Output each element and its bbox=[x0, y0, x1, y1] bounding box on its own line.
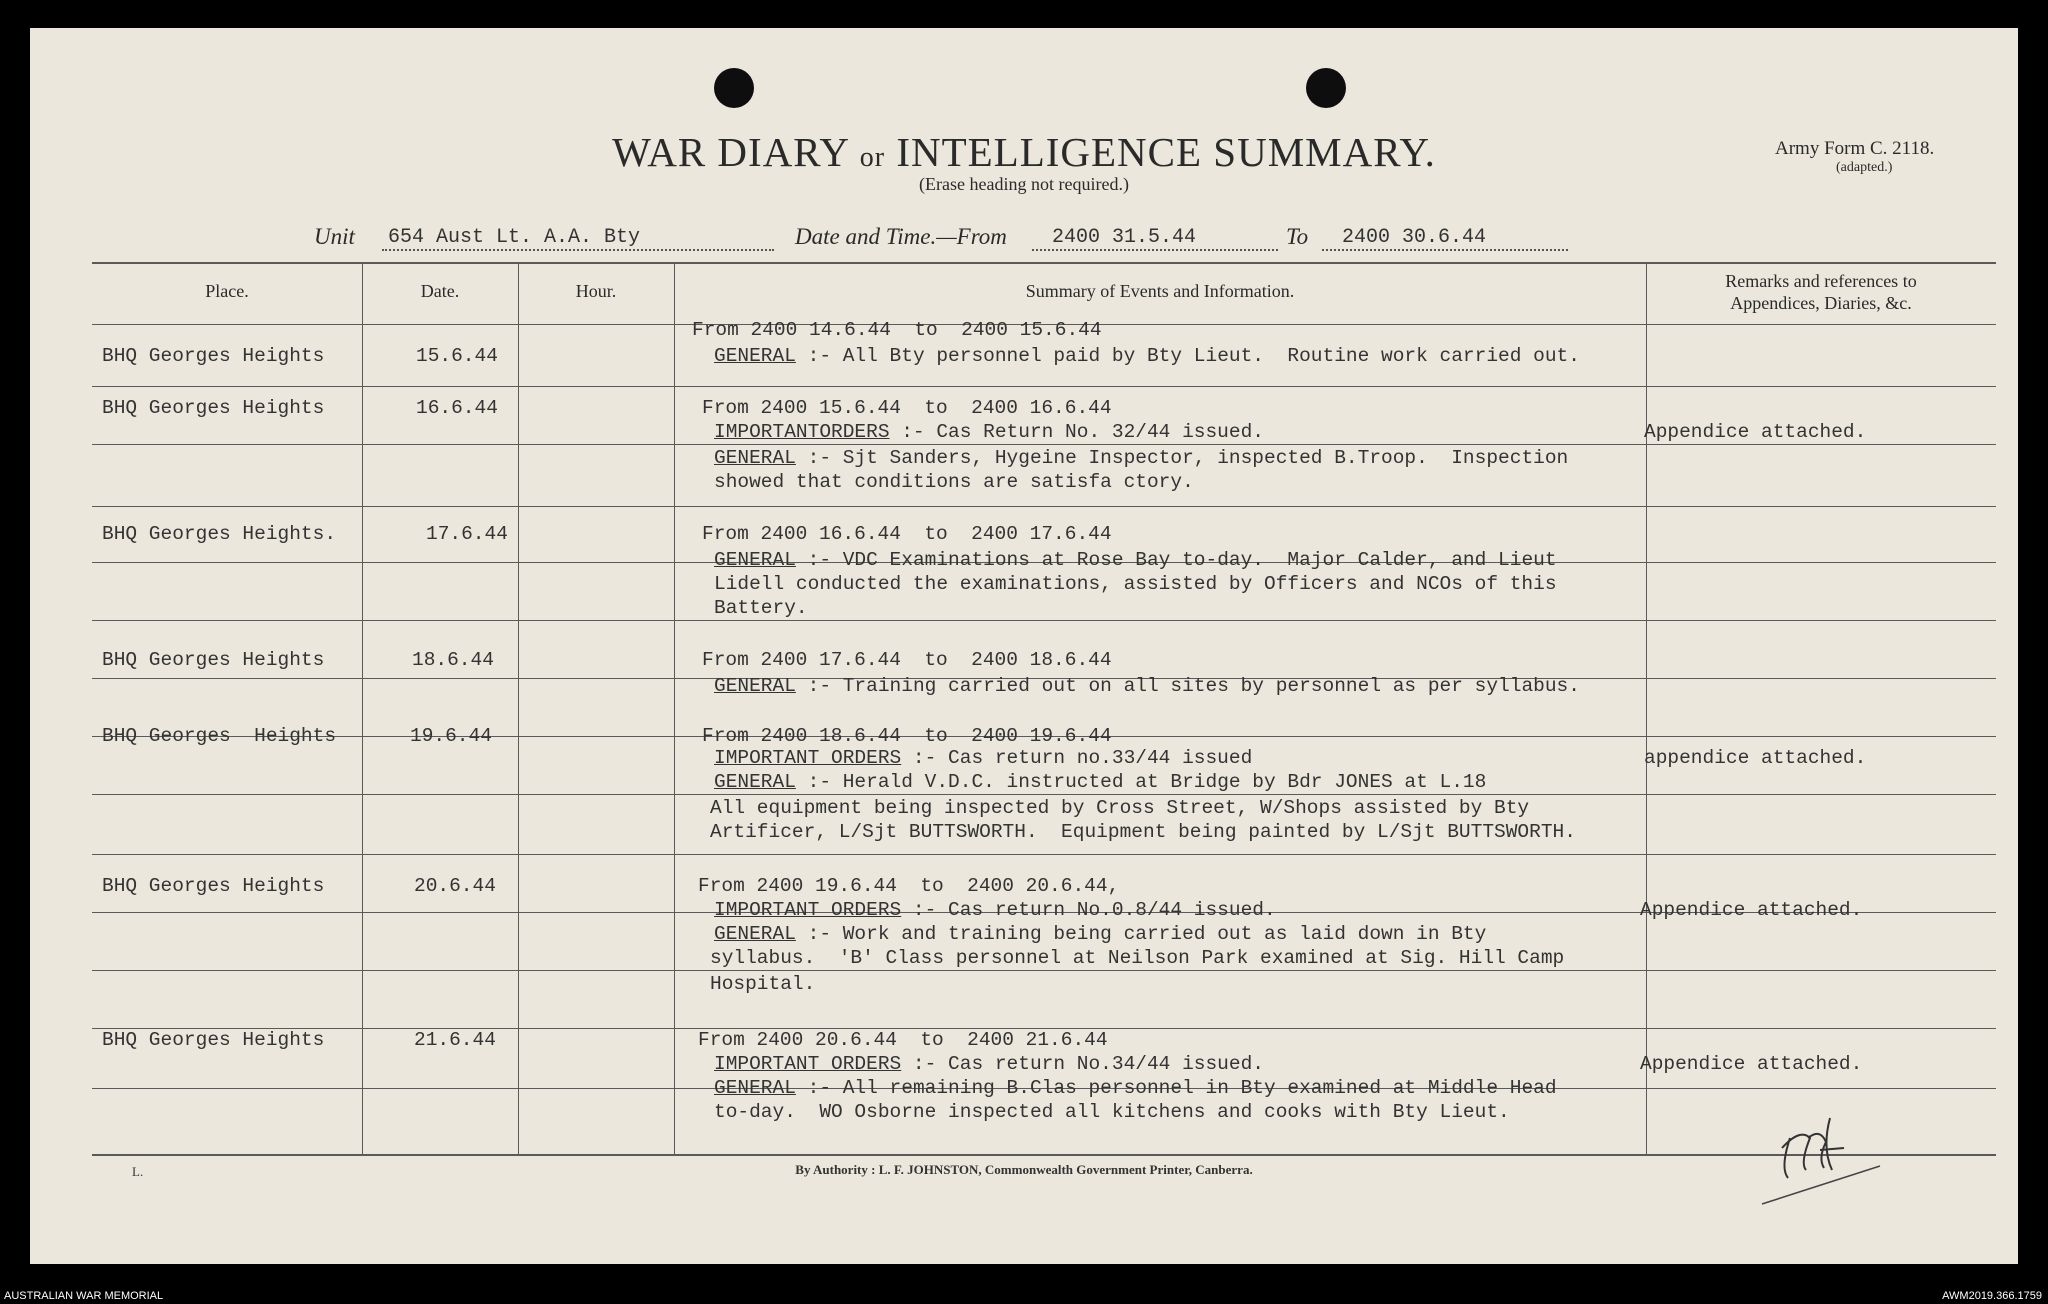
entry-place: BHQ Georges Heights bbox=[102, 649, 325, 671]
credit-institution: AUSTRALIAN WAR MEMORIAL bbox=[4, 1290, 164, 1302]
entry-place: BHQ Georges Heights bbox=[102, 397, 325, 419]
army-form-adapted: (adapted.) bbox=[1836, 160, 1893, 175]
entry-general bbox=[714, 446, 1568, 470]
entry-date: 17.6.44 bbox=[426, 523, 508, 545]
entry-period: From 2400 17.6.44 to 2400 18.6.44 bbox=[702, 649, 1112, 671]
entry-place: BHQ Georges Heights. bbox=[102, 523, 337, 545]
general-text: :- All Bty personnel paid by Bty Lieut. Routine work carried out. bbox=[795, 345, 1580, 367]
entry-line: Artificer, L/Sjt BUTTSWORTH. Equipment being painted by L/Sjt BUTTSWORTH. bbox=[710, 821, 1576, 843]
army-form-number: Army Form C. 2118. bbox=[1775, 138, 1935, 159]
entry-date: 20.6.44 bbox=[414, 875, 496, 897]
entry-orders bbox=[714, 1052, 1264, 1076]
entry-date: 15.6.44 bbox=[416, 345, 498, 367]
entry-place: BHQ Georges Heights bbox=[102, 345, 325, 367]
to-value: 2400 30.6.44 bbox=[1342, 226, 1487, 249]
general-label: GENERAL bbox=[714, 447, 796, 469]
entry-date: 18.6.44 bbox=[412, 649, 494, 671]
title-or: or bbox=[859, 142, 886, 173]
general-label: GENERAL bbox=[714, 675, 796, 697]
entry-place: BHQ Georges Heights bbox=[102, 725, 337, 747]
entry-date: 21.6.44 bbox=[414, 1029, 496, 1051]
entry-orders bbox=[714, 420, 1264, 444]
entry-period: From 2400 15.6.44 to 2400 16.6.44 bbox=[702, 397, 1112, 419]
row-rule bbox=[92, 506, 1996, 507]
entry-place: BHQ Georges Heights bbox=[102, 1029, 325, 1051]
row-rule bbox=[92, 794, 1996, 795]
diary-table bbox=[92, 262, 1996, 1154]
table-top-rule bbox=[92, 262, 1996, 264]
col-divider-summary bbox=[1646, 262, 1647, 1154]
row-rule bbox=[92, 444, 1996, 445]
entry-orders bbox=[714, 746, 1252, 770]
general-text: :- Herald V.D.C. instructed at Bridge by Bdr JONES at L.18 bbox=[795, 771, 1487, 793]
credit-accession: AWM2019.366.1759 bbox=[1942, 1290, 2042, 1302]
entry-date: 16.6.44 bbox=[416, 397, 498, 419]
footer-authority: By Authority : L. F. JOHNSTON, Commonwealth Government Printer, Canberra. bbox=[795, 1162, 1253, 1177]
entry-period: From 2400 20.6.44 to 2400 21.6.44 bbox=[698, 1029, 1108, 1051]
col-header-summary: Summary of Events and Information. bbox=[1025, 281, 1295, 301]
entry-line: All equipment being inspected by Cross Street, W/Shops assisted by Bty bbox=[710, 797, 1530, 819]
entry-line: to-day. WO Osborne inspected all kitchens and cooks with Bty Lieut. bbox=[714, 1101, 1510, 1123]
entry-remark: Appendice attached. bbox=[1644, 421, 1867, 443]
entry-line: Battery. bbox=[714, 597, 808, 619]
entry-period: From 2400 16.6.44 to 2400 17.6.44 bbox=[702, 523, 1112, 545]
entry-line: showed that conditions are satisfa ctory. bbox=[714, 471, 1194, 493]
entry-line: Lidell conducted the examinations, assisted by Officers and NCOs of this bbox=[714, 573, 1557, 595]
row-rule bbox=[92, 854, 1996, 855]
col-header-place: Place. bbox=[205, 281, 249, 301]
datetime-from-label: Date and Time.—From bbox=[795, 224, 1007, 249]
general-label: GENERAL bbox=[714, 771, 796, 793]
entry-place: BHQ Georges Heights bbox=[102, 875, 325, 897]
entry-remark: appendice attached. bbox=[1644, 747, 1867, 769]
entry-period: From 2400 18.6.44 to 2400 19.6.44 bbox=[702, 725, 1112, 747]
entry-line: Hospital. bbox=[710, 973, 816, 995]
entry-general bbox=[714, 344, 1580, 368]
orders-label: IMPORTANT ORDERS bbox=[714, 1053, 902, 1075]
general-text: :- Work and training being carried out as laid down in Bty bbox=[795, 923, 1487, 945]
entry-general bbox=[714, 548, 1557, 572]
entry-general bbox=[714, 770, 1486, 794]
orders-label: IMPORTANT ORDERS bbox=[714, 899, 902, 921]
entry-general bbox=[714, 922, 1486, 946]
col-header-hour: Hour. bbox=[575, 281, 617, 301]
table-bottom-rule bbox=[92, 1154, 1996, 1156]
general-text: :- All remaining B.Clas personnel in Bty examined at Middle Head bbox=[795, 1077, 1557, 1099]
col-divider-hour bbox=[674, 262, 675, 1154]
entry-orders bbox=[714, 898, 1276, 922]
general-label: GENERAL bbox=[714, 1077, 796, 1099]
entry-general bbox=[714, 674, 1580, 698]
diary-page bbox=[30, 28, 2018, 1264]
col-divider-place bbox=[362, 262, 363, 1154]
general-label: GENERAL bbox=[714, 549, 796, 571]
title-intelligence-summary: INTELLIGENCE SUMMARY. bbox=[896, 129, 1436, 175]
punch-hole-left bbox=[714, 68, 754, 108]
orders-label: IMPORTANTORDERS bbox=[714, 421, 890, 443]
punch-hole-right bbox=[1306, 68, 1346, 108]
orders-label: IMPORTANT ORDERS bbox=[714, 747, 902, 769]
entry-line: syllabus. 'B' Class personnel at Neilson Park examined at Sig. Hill Camp bbox=[710, 947, 1565, 969]
erase-note: (Erase heading not required.) bbox=[919, 174, 1129, 194]
unit-value: 654 Aust Lt. A.A. Bty bbox=[388, 226, 641, 249]
to-label: To bbox=[1286, 224, 1309, 249]
entry-period: From 2400 14.6.44 to 2400 15.6.44 bbox=[692, 319, 1102, 341]
general-label: GENERAL bbox=[714, 923, 796, 945]
general-text: :- Sjt Sanders, Hygeine Inspector, inspected B.Troop. Inspection bbox=[795, 447, 1569, 469]
col-header-date: Date. bbox=[420, 281, 460, 301]
page-title bbox=[30, 128, 2018, 176]
title-war-diary: WAR DIARY bbox=[612, 129, 849, 175]
col-header-remarks-line-2: Appendices, Diaries, &c. bbox=[1730, 293, 1912, 313]
row-rule bbox=[92, 970, 1996, 971]
from-dotted-line bbox=[1032, 249, 1278, 251]
orders-text: :- Cas return No.34/44 issued. bbox=[901, 1053, 1264, 1075]
entry-remark: Appendice attached. bbox=[1640, 899, 1863, 921]
unit-label: Unit bbox=[314, 224, 355, 249]
row-rule bbox=[92, 620, 1996, 621]
to-dotted-line bbox=[1322, 249, 1568, 251]
unit-dotted-line bbox=[382, 249, 774, 251]
entry-period: From 2400 19.6.44 to 2400 20.6.44, bbox=[698, 875, 1120, 897]
orders-text: :- Cas return no.33/44 issued bbox=[901, 747, 1253, 769]
col-divider-date bbox=[518, 262, 519, 1154]
entry-remark: Appendice attached. bbox=[1640, 1053, 1863, 1075]
entry-general bbox=[714, 1076, 1557, 1100]
signature-mark bbox=[1760, 1108, 1890, 1208]
row-rule bbox=[92, 386, 1996, 387]
entry-date: 19.6.44 bbox=[410, 725, 492, 747]
general-label: GENERAL bbox=[714, 345, 796, 367]
general-text: :- VDC Examinations at Rose Bay to-day. Major Calder, and Lieut bbox=[795, 549, 1557, 571]
general-text: :- Training carried out on all sites by personnel as per syllabus. bbox=[795, 675, 1580, 697]
orders-text: :- Cas Return No. 32/44 issued. bbox=[889, 421, 1264, 443]
col-header-remarks bbox=[1646, 270, 1996, 314]
footer-left-mark: L. bbox=[132, 1164, 144, 1179]
col-header-remarks-line-1: Remarks and references to bbox=[1725, 271, 1917, 291]
from-value: 2400 31.5.44 bbox=[1052, 226, 1197, 249]
orders-text: :- Cas return No.0.8/44 issued. bbox=[901, 899, 1276, 921]
